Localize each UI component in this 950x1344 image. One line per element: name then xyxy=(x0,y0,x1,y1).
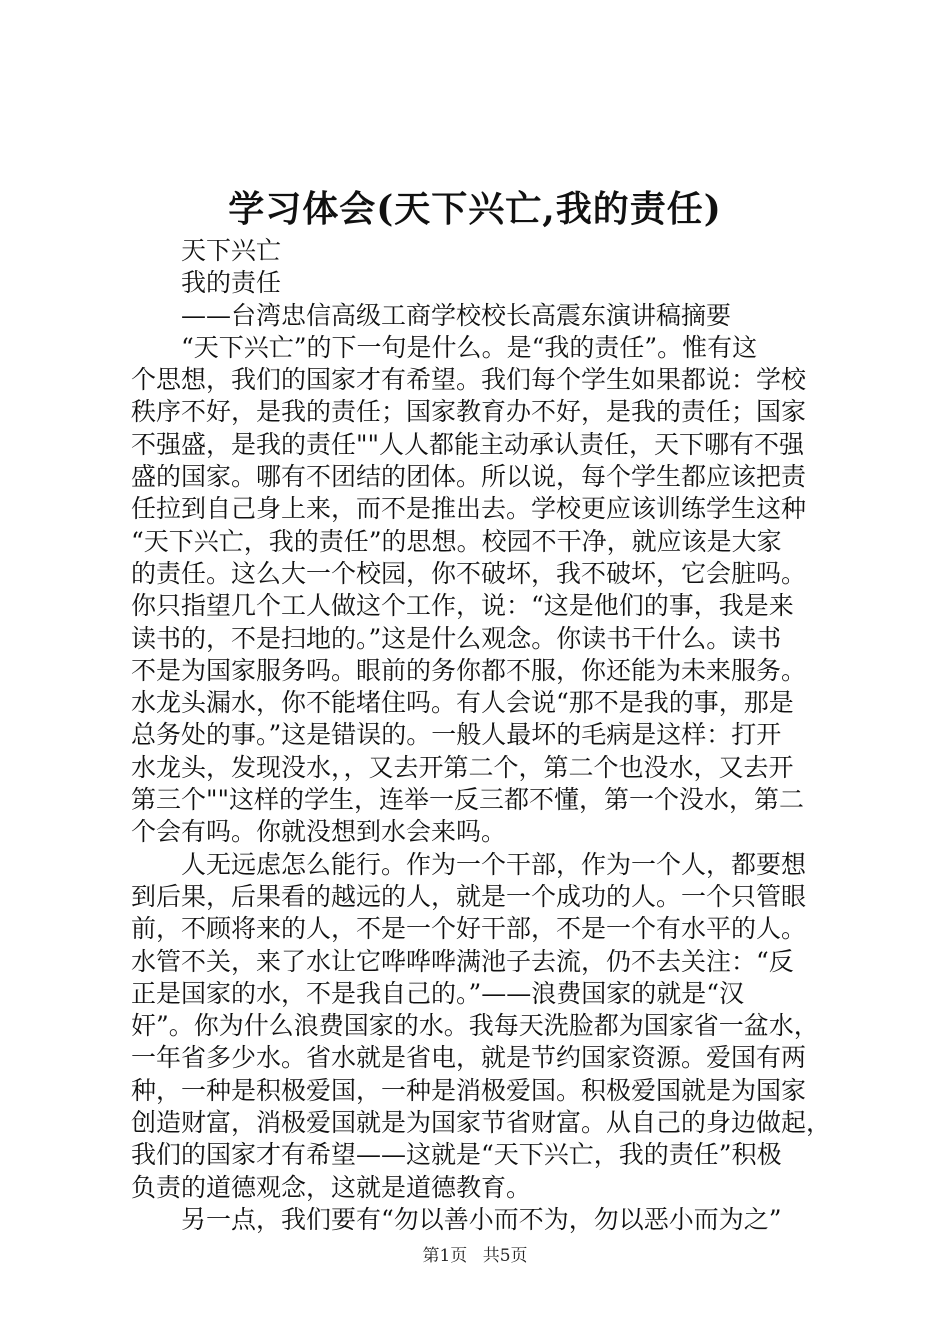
text-line: 盛的国家。哪有不团结的团体。所以说，每个学生都应该把责 xyxy=(131,462,807,492)
text-line: “天下兴亡，我的责任”的思想。校园不干净，就应该是大家 xyxy=(131,526,782,556)
text-line: 另一点，我们要有“勿以善小而不为，勿以恶小而为之” xyxy=(181,1204,782,1234)
text-line: 个思想，我们的国家才有希望。我们每个学生如果都说：学校 xyxy=(131,365,807,395)
text-line: 任拉到自己身上来，而不是推出去。学校更应该训练学生这种 xyxy=(131,494,807,524)
text-line: 到后果，后果看的越远的人，就是一个成功的人。一个只管眼 xyxy=(131,881,807,911)
text-line: 我们的国家才有希望——这就是“天下兴亡，我的责任”积极 xyxy=(131,1140,782,1170)
text-line: 你只指望几个工人做这个工作，说：“这是他们的事，我是来 xyxy=(131,591,794,621)
document-body xyxy=(131,235,831,1236)
text-line: 读书的，不是扫地的。”这是什么观念。你读书干什么。读书 xyxy=(131,623,782,653)
text-line: 第三个""这样的学生，连举一反三都不懂，第一个没水，第二 xyxy=(131,785,805,815)
text-line: 一年省多少水。省水就是省电，就是节约国家资源。爱国有两 xyxy=(131,1043,807,1073)
text-line: 前，不顾将来的人，不是一个好干部，不是一个有水平的人。 xyxy=(131,914,807,944)
text-line: 不是为国家服务吗。眼前的务你都不服，你还能为未来服务。 xyxy=(131,655,807,685)
text-line: 种，一种是积极爱国，一种是消极爱国。积极爱国就是为国家 xyxy=(131,1075,807,1105)
text-line: 的责任。这么大一个校园，你不破坏，我不破坏，它会脏吗。 xyxy=(131,558,807,588)
page-number: 第1页 xyxy=(422,1246,468,1266)
text-line: 总务处的事。”这是错误的。一般人最坏的毛病是这样：打开 xyxy=(131,720,782,750)
text-line: “天下兴亡”的下一句是什么。是“我的责任”。惟有这 xyxy=(181,332,758,362)
text-line: 个会有吗。你就没想到水会来吗。 xyxy=(131,817,507,847)
text-line: 我的责任 xyxy=(181,268,282,298)
page-total: 共5页 xyxy=(482,1246,528,1266)
text-line: 正是国家的水，不是我自己的。”——浪费国家的就是“汉 xyxy=(131,978,745,1008)
page-footer xyxy=(0,1245,950,1267)
text-line: 负责的道德观念，这就是道德教育。 xyxy=(131,1172,532,1202)
text-line: 秩序不好，是我的责任；国家教育办不好，是我的责任；国家 xyxy=(131,397,807,427)
text-line: 水龙头漏水，你不能堵住吗。有人会说“那不是我的事，那是 xyxy=(131,688,794,718)
text-line: 水龙头，发现没水，，又去开第二个，第二个也没水，又去开 xyxy=(131,752,794,782)
text-line: 创造财富，消极爱国就是为国家节省财富。从自己的身边做起， xyxy=(131,1108,832,1138)
text-line: ——台湾忠信高级工商学校校长高震东演讲稿摘要 xyxy=(181,300,732,330)
text-line: 天下兴亡 xyxy=(181,236,282,265)
text-line: 水管不关，来了水让它哗哗哗满池子去流，仍不去关注：“反 xyxy=(131,946,794,976)
text-line: 奸”。你为什么浪费国家的水。我每天洗脸都为国家省一盆水， xyxy=(131,1011,819,1041)
text-line: 不强盛，是我的责任""人人都能主动承认责任，天下哪有不强 xyxy=(131,429,805,459)
text-line: 人无远虑怎么能行。作为一个干部，作为一个人，都要想 xyxy=(181,849,807,879)
document-title: 学习体会(天下兴亡,我的责任) xyxy=(228,188,722,230)
